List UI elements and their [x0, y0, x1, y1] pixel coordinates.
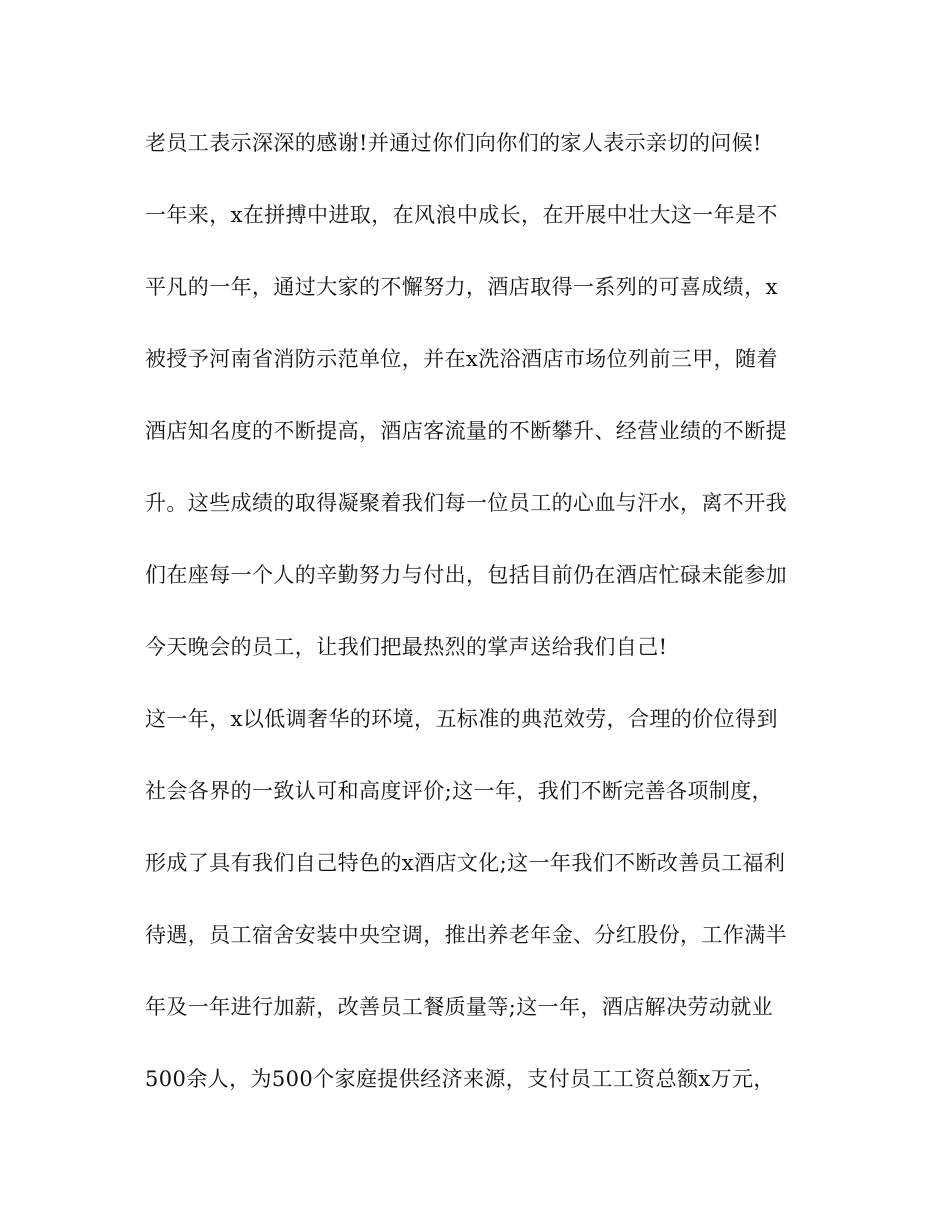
text-line: 老员工表示深深的感谢!并通过你们向你们的家人表示亲切的问候!	[145, 131, 762, 155]
text-line: 社会各界的一致认可和高度评价;这一年，我们不断完善各项制度，	[145, 779, 774, 803]
text-line: 待遇，员工宿舍安装中央空调，推出养老年金、分红股份，工作满半	[145, 923, 787, 947]
text-line: 今天晚会的员工，让我们把最热烈的掌声送给我们自己!	[145, 635, 668, 659]
text-line: 年及一年进行加薪，改善员工餐质量等;这一年，酒店解决劳动就业	[145, 995, 774, 1019]
text-line: 一年来，x在拼搏中进取，在风浪中成长，在开展中壮大这一年是不	[145, 203, 778, 227]
text-line: 这一年，x以低调奢华的环境，五标准的典范效劳，合理的价位得到	[145, 707, 778, 731]
text-line: 升。这些成绩的取得凝聚着我们每一位员工的心血与汗水，离不开我	[145, 491, 787, 515]
text-line: 形成了具有我们自己特色的x酒店文化;这一年我们不断改善员工福利	[145, 851, 786, 875]
text-line: 500余人，为500个家庭提供经济来源，支付员工工资总额x万元，	[145, 1067, 775, 1091]
text-line: 平凡的一年，通过大家的不懈努力，酒店取得一系列的可喜成绩，x	[145, 275, 778, 299]
text-line: 被授予河南省消防示范单位，并在x洗浴酒店市场位列前三甲，随着	[145, 347, 778, 371]
text-line: 们在座每一个人的辛勤努力与付出，包括目前仍在酒店忙碌未能参加	[145, 563, 787, 587]
text-line: 酒店知名度的不断提高，酒店客流量的不断攀升、经营业绩的不断提	[145, 419, 787, 443]
